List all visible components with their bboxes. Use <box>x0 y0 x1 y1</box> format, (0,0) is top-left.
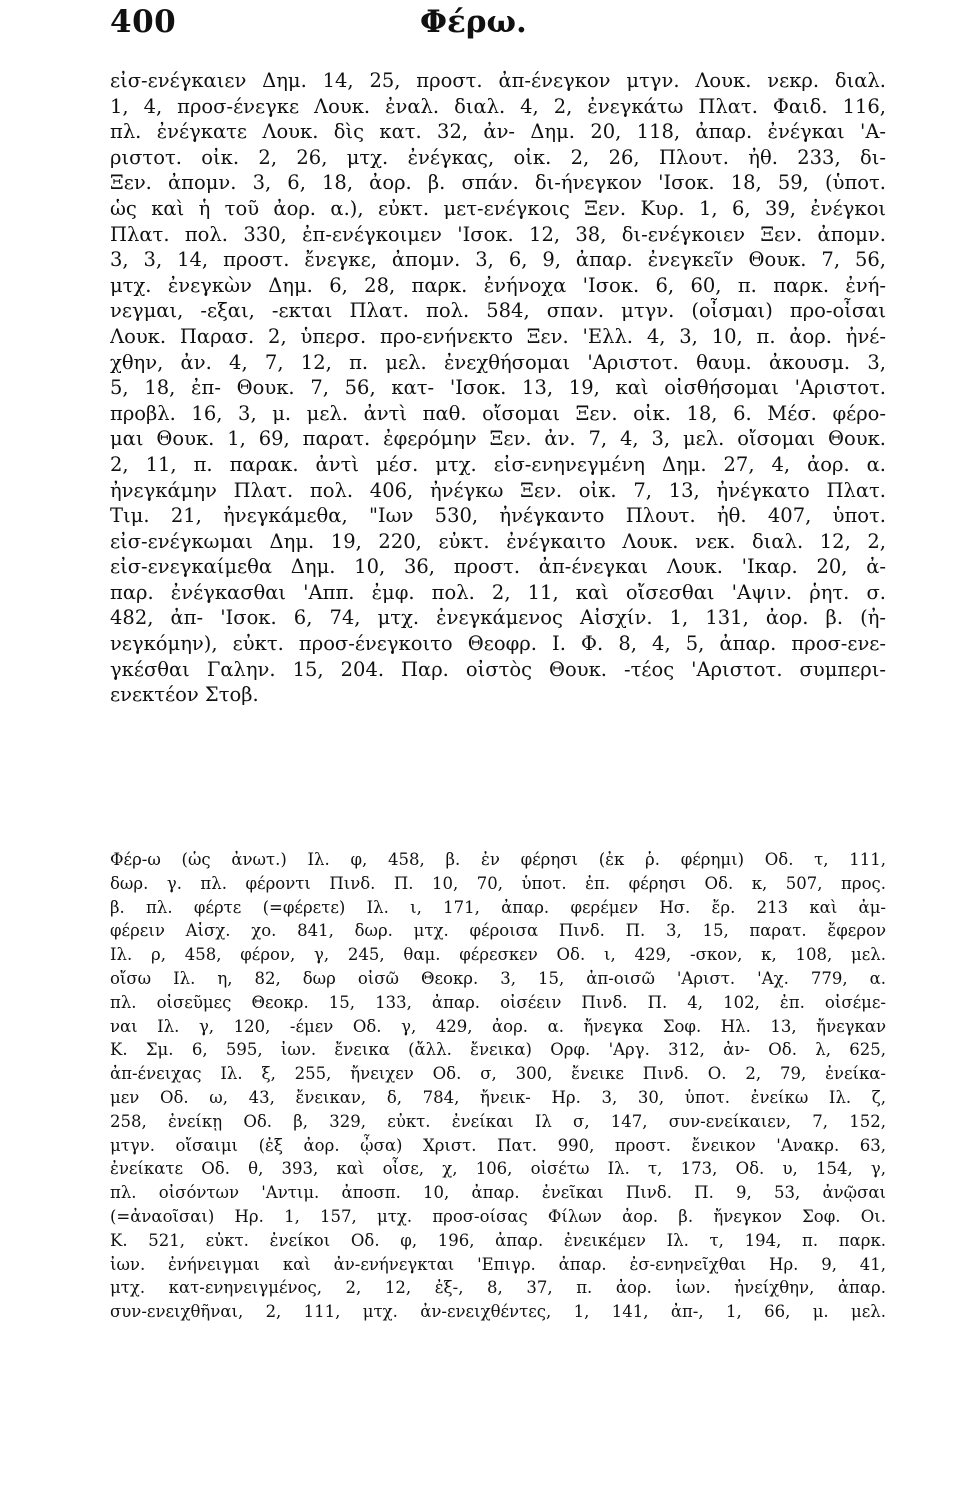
page-number: 400 <box>110 4 177 40</box>
text-line: μτγν. οἴσαιμι (ἐξ ἀορ. ᾦσα) Χριστ. Πατ. 990, προστ. ἔνεικον 'Ανακρ. 63, <box>110 1135 886 1155</box>
text-line: 2, 11, π. παρακ. ἀντὶ μέσ. μτχ. εἰσ-ενηνεγμένη Δημ. 27, 4, ἀορ. α. <box>110 452 886 476</box>
text-line: εἰσ-ενεγκαίμεθα Δημ. 10, 36, προστ. ἀπ-ένεγκαι Λουκ. 'Ικαρ. 20, ἀ- <box>110 555 886 579</box>
text-line: νεγμαι, -εξαι, -εκται Πλατ. πολ. 584, σπαν. μτγν. (οἶσμαι) προ-οἶσαι <box>110 299 886 323</box>
text-line: πλ. ἐνέγκατε Λουκ. δὶς κατ. 32, ἀν- Δημ. 20, 118, ἀπαρ. ἐνέγκαι 'Α- <box>110 120 886 144</box>
text-line: γκέσθαι Γαλην. 15, 204. Παρ. οἰστὸς Θουκ. -τέος 'Αριστοτ. συμπερι- <box>110 657 886 681</box>
text-line: (=ἀναοῖσαι) Ηρ. 1, 157, μτχ. προσ-οίσας Φίλων ἀορ. β. ἤνεγκον Σοφ. Οι. <box>110 1206 886 1226</box>
entry-paragraph-1 <box>110 68 886 708</box>
text-line: β. πλ. φέρτε (=φέρετε) Ιλ. ι, 171, ἀπαρ. φερέμεν Ησ. ἔρ. 213 καὶ ἀμ- <box>110 897 886 917</box>
text-line: μεν Οδ. ω, 43, ἔνεικαν, δ, 784, ἤνεικ- Ηρ. 3, 30, ὑποτ. ἐνείκω Ιλ. ζ, <box>110 1087 886 1107</box>
text-line: πλ. οἰσόντων 'Αντιμ. ἀποσπ. 10, ἀπαρ. ἐνεῖκαι Πινδ. Π. 9, 53, ἀνῷσαι <box>110 1183 886 1203</box>
text-line: φέρειν Αἰσχ. χο. 841, δωρ. μτχ. φέροισα Πινδ. Π. 3, 15, παρατ. ἔφερον <box>110 921 886 941</box>
text-line: Φέρ-ω (ὡς ἀνωτ.) Ιλ. φ, 458, β. ἐν φέρησι (ἐκ ῥ. φέρημι) Οδ. τ, 111, <box>110 850 886 869</box>
text-line: ὡς καὶ ἡ τοῦ ἀορ. α.), εὐκτ. μετ-ενέγκοις Ξεν. Κυρ. 1, 6, 39, ἐνέγκοι <box>110 196 886 220</box>
text-line: χθην, ἀν. 4, 7, 12, π. μελ. ἐνεχθήσομαι 'Αριστοτ. θαυμ. ἀκουσμ. 3, <box>110 350 886 374</box>
text-line: οἴσω Ιλ. η, 82, δωρ οἰσῶ Θεοκρ. 3, 15, ἀπ-οισῶ 'Αριστ. 'Αχ. 779, α. <box>110 968 886 988</box>
text-line: 3, 3, 14, προστ. ἔνεγκε, ἀπομν. 3, 6, 9, ἀπαρ. ἐνεγκεῖν Θουκ. 7, 56, <box>110 248 886 272</box>
running-head: Φέρω. <box>420 4 527 40</box>
text-line: νεγκόμην), εὐκτ. προσ-ένεγκοιτο Θεοφρ. Ι. Φ. 8, 4, 5, ἀπαρ. προσ-ενε- <box>110 632 886 656</box>
text-line: ριστοτ. οἰκ. 2, 26, μτχ. ἐνέγκας, οἰκ. 2, 26, Πλουτ. ἠθ. 233, δι- <box>110 145 886 169</box>
text-line: Λουκ. Παρασ. 2, ὑπερσ. προ-ενήνεκτο Ξεν. 'Ελλ. 4, 3, 10, π. ἀορ. ἠνέ- <box>110 324 886 348</box>
text-line: 258, ἐνείκῃ Οδ. β, 329, εὐκτ. ἐνείκαι Ιλ σ, 147, συν-ενείκαιεν, 7, 152, <box>110 1111 886 1131</box>
text-line: προβλ. 16, 3, μ. μελ. ἀντὶ παθ. οἴσομαι Ξεν. οἰκ. 18, 6. Μέσ. φέρο- <box>110 401 886 425</box>
text-line: 1, 4, προσ-ένεγκε Λουκ. ἐναλ. διαλ. 4, 2, ἐνεγκάτω Πλατ. Φαιδ. 116, <box>110 94 886 118</box>
text-line: 5, 18, ἐπ- Θουκ. 7, 56, κατ- 'Ισοκ. 13, 19, καὶ οἰσθήσομαι 'Αριστοτ. <box>110 376 886 400</box>
text-line: ἐνείκατε Οδ. θ, 393, καὶ οἶσε, χ, 106, οἰσέτω Ιλ. τ, 173, Οδ. υ, 154, γ, <box>110 1159 886 1179</box>
text-line: μαι Θουκ. 1, 69, παρατ. ἐφερόμην Ξεν. ἀν. 7, 4, 3, μελ. οἴσομαι Θουκ. <box>110 427 886 451</box>
text-line: Πλατ. πολ. 330, ἐπ-ενέγκοιμεν 'Ισοκ. 12, 38, δι-ενέγκοιεν Ξεν. ἀπομν. <box>110 222 886 246</box>
text-line: ναι Ιλ. γ, 120, -έμεν Οδ. γ, 429, ἀορ. α. ἤνεγκα Σοφ. Ηλ. 13, ἤνεγκαν <box>110 1016 886 1036</box>
text-line: Κ. 521, εὐκτ. ἐνείκοι Οδ. φ, 196, ἀπαρ. ἐνεικέμεν Ιλ. τ, 194, π. παρκ. <box>110 1230 886 1250</box>
text-line: ἰων. ἐνήνειγμαι καὶ ἀν-ενήνεγκται 'Επιγρ. ἀπαρ. ἐσ-ενηνεῖχθαι Ηρ. 9, 41, <box>110 1254 886 1274</box>
text-line: δωρ. γ. πλ. φέροντι Πινδ. Π. 10, 70, ὑποτ. ἐπ. φέρησι Οδ. κ, 507, προς. <box>110 873 886 893</box>
text-line: συν-ενειχθῆναι, 2, 111, μτχ. ἀν-ενειχθέντες, 1, 141, ἀπ-, 1, 66, μ. μελ. <box>110 1302 886 1322</box>
entry-paragraph-2 <box>110 848 886 1324</box>
text-line: 482, ἀπ- 'Ισοκ. 6, 74, μτχ. ἐνεγκάμενος Αἰσχίν. 1, 131, ἀορ. β. (ἠ- <box>110 606 886 630</box>
text-line: ἠνεγκάμην Πλατ. πολ. 406, ἠνέγκω Ξεν. οἰκ. 7, 13, ἠνέγκατο Πλατ. <box>110 478 886 502</box>
text-line: Κ. Σμ. 6, 595, ἰων. ἔνεικα (ἄλλ. ἔνεικα) Ορφ. 'Αργ. 312, ἀν- Οδ. λ, 625, <box>110 1040 886 1060</box>
text-line: παρ. ἐνέγκασθαι 'Αππ. ἐμφ. πολ. 2, 11, καὶ οἴσεσθαι 'Αψιν. ῥητ. σ. <box>110 580 886 604</box>
text-line: Ξεν. ἀπομν. 3, 6, 18, ἀορ. β. σπάν. δι-ήνεγκον 'Ισοκ. 18, 59, (ὑποτ. <box>110 171 886 195</box>
text-line: εἰσ-ενέγκωμαι Δημ. 19, 220, εὐκτ. ἐνέγκαιτο Λουκ. νεκ. διαλ. 12, 2, <box>110 529 886 553</box>
text-line: Ιλ. ρ, 458, φέρον, γ, 245, θαμ. φέρεσκεν Οδ. ι, 429, -σκον, κ, 108, μελ. <box>110 945 886 965</box>
text-line: πλ. οἰσεῦμες Θεοκρ. 15, 133, ἀπαρ. οἰσέειν Πινδ. Π. 4, 102, ἐπ. οἰσέμε- <box>110 992 886 1012</box>
text-line: ἀπ-ένειχας Ιλ. ξ, 255, ἤνειχεν Οδ. σ, 300, ἔνεικε Πινδ. Ο. 2, 79, ἐνείκα- <box>110 1064 886 1084</box>
text-line: ενεκτέον Στοβ. <box>110 683 259 707</box>
text-line: Τιμ. 21, ἠνεγκάμεθα, "Ιων 530, ἠνέγκαντο Πλουτ. ἠθ. 407, ὑποτ. <box>110 504 886 528</box>
text-line: εἰσ-ενέγκαιεν Δημ. 14, 25, προστ. ἀπ-ένεγκον μτγν. Λουκ. νεκρ. διαλ. <box>110 69 886 92</box>
text-line: μτχ. κατ-ενηνειγμένος, 2, 12, ἐξ-, 8, 37, π. ἀορ. ἰων. ἠνείχθην, ἀπαρ. <box>110 1278 886 1298</box>
text-line: μτχ. ἐνεγκὼν Δημ. 6, 28, παρκ. ἐνήνοχα 'Ισοκ. 6, 60, π. παρκ. ἐνή- <box>110 273 886 297</box>
